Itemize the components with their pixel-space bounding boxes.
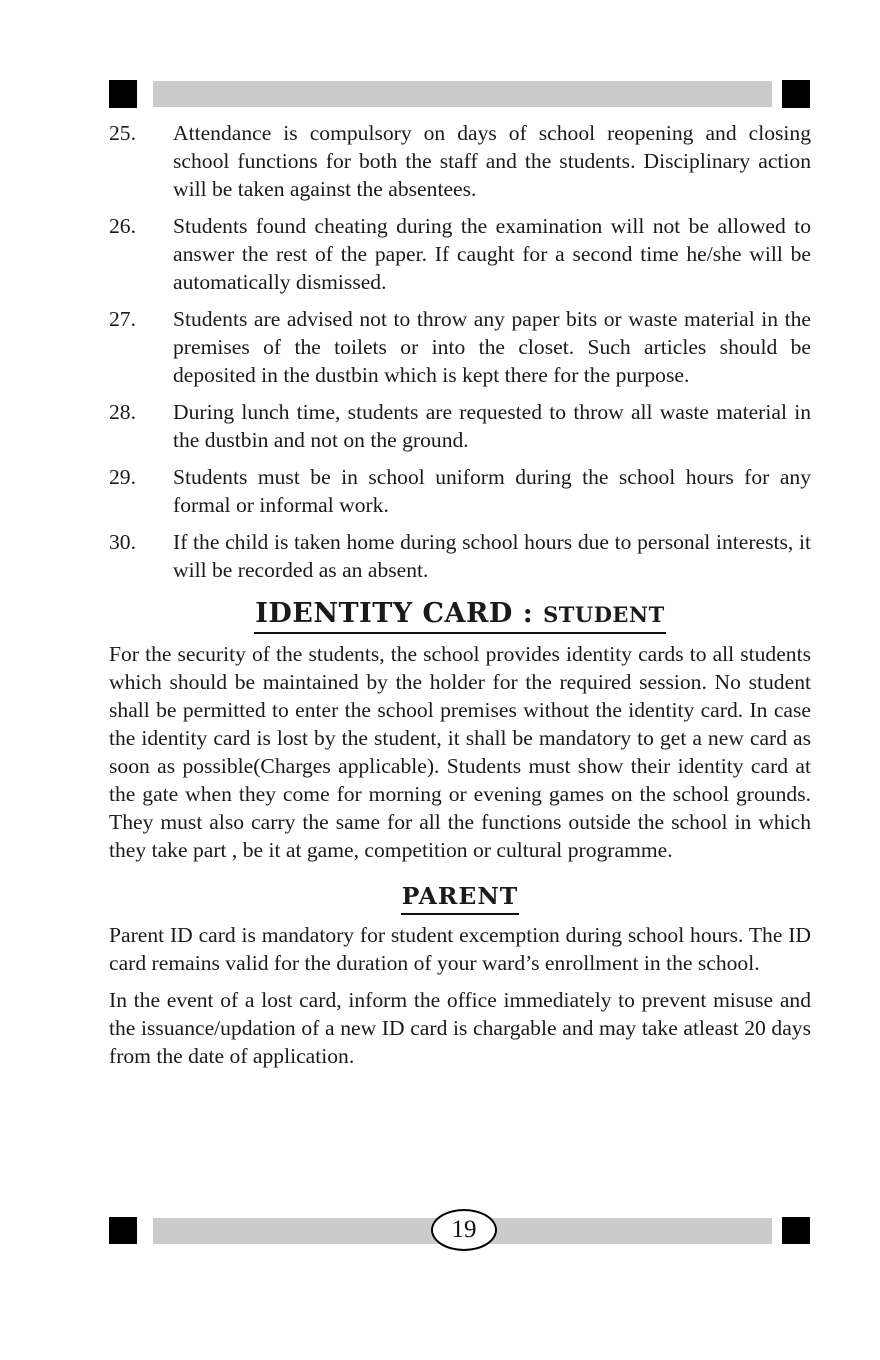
rule-text: Students must be in school uniform during the school hours for any formal or informal work. xyxy=(173,465,811,517)
footer-band xyxy=(0,1217,880,1247)
rule-number: 27. xyxy=(109,307,136,331)
list-item xyxy=(109,305,811,389)
list-item xyxy=(109,528,811,584)
list-item xyxy=(109,463,811,519)
identity-card-heading-underlined xyxy=(254,598,666,634)
rule-text: Students are advised not to throw any paper bits or waste material in the premises of the toilets or into the closet. Such articles should be deposited in the dustbin which is kept there for the purpose. xyxy=(173,307,811,387)
rule-text: During lunch time, students are requested to throw all waste material in the dustbin and not on the ground. xyxy=(173,400,811,452)
header-left-square xyxy=(109,80,137,108)
rule-number: 25. xyxy=(109,121,136,145)
identity-card-heading xyxy=(109,598,811,634)
rule-text: Students found cheating during the examination will not be allowed to answer the rest of the paper. If caught for a second time he/she will be automatically dismissed. xyxy=(173,214,811,294)
rule-text: Attendance is compulsory on days of school reopening and closing school functions for both the staff and the students. Disciplinary action will be taken against the absentees. xyxy=(173,121,811,201)
parent-heading xyxy=(109,882,811,915)
footer-left-square xyxy=(109,1217,137,1244)
parent-paragraph-1: Parent ID card is mandatory for student excemption during school hours. The ID card remains valid for the duration of your ward’s enrollment in the school. xyxy=(109,923,811,975)
parent-paragraph-2: In the event of a lost card, inform the office immediately to prevent misuse and the issuance/updation of a new ID card is chargable and may take atleast 20 days from the date of application. xyxy=(109,988,811,1068)
page-number: 19 xyxy=(431,1209,497,1251)
identity-card-heading-main: IDENTITY CARD : xyxy=(255,598,544,629)
rule-number: 30. xyxy=(109,530,136,554)
identity-card-paragraph: For the security of the students, the school provides identity cards to all students which should be maintained by the holder for the required session. No student shall be permitted to enter the school premises without the identity card. In case the identity card is lost by the student, it shall be mandatory to get a new card as soon as possible(Charges applicable). Students must show their identity card at the gate when they come for morning or evening games on the school grounds. They must also carry the same for all the functions outside the school in which they take part , be it at game, competition or cultural programme. xyxy=(109,642,811,862)
list-item xyxy=(109,398,811,454)
page-content xyxy=(109,119,811,1079)
list-item xyxy=(109,119,811,203)
header-right-square xyxy=(782,80,810,108)
rule-number: 29. xyxy=(109,465,136,489)
rule-number: 28. xyxy=(109,400,136,424)
rules-list xyxy=(109,119,811,584)
parent-heading-text: PARENT xyxy=(401,882,520,915)
rule-number: 26. xyxy=(109,214,136,238)
list-item xyxy=(109,212,811,296)
footer-right-square xyxy=(782,1217,810,1244)
identity-card-heading-sub: STUDENT xyxy=(543,602,665,627)
rule-text: If the child is taken home during school hours due to personal interests, it will be recorded as an absent. xyxy=(173,530,811,582)
header-band xyxy=(0,80,880,110)
header-gray-bar xyxy=(153,81,772,107)
